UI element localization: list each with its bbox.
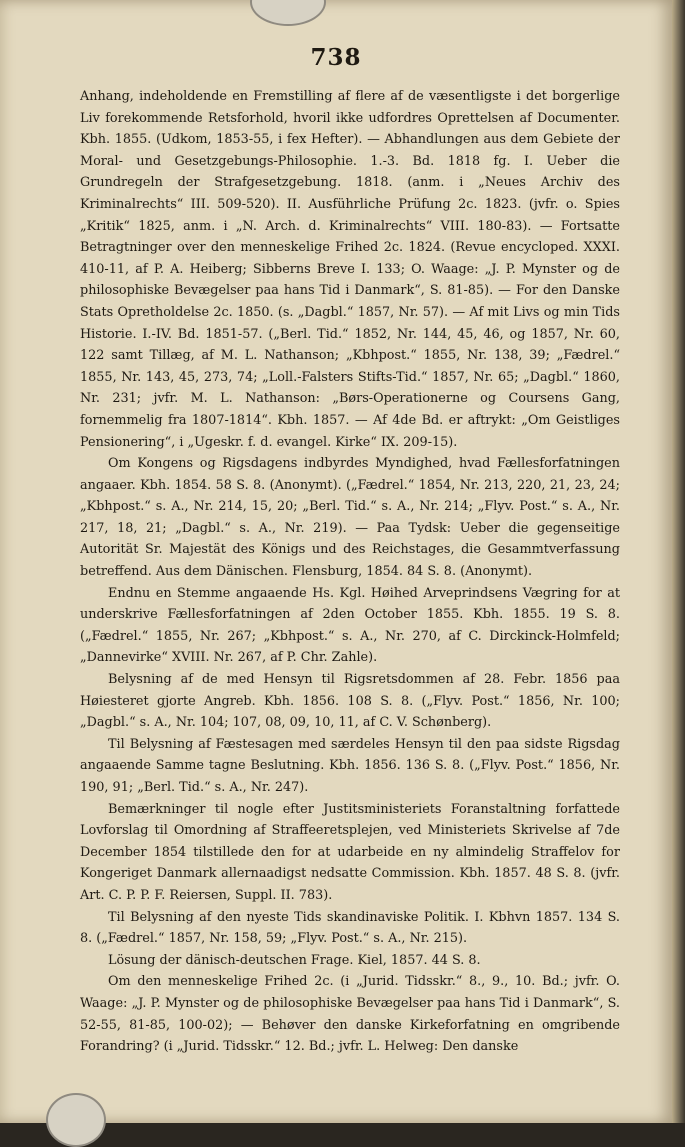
- page-hole-top: [250, 0, 326, 26]
- body-text: [80, 86, 620, 1058]
- paragraph: Endnu en Stemme angaaende Hs. Kgl. Høihed Arveprindsens Vægring for at underskrive Fællesforfatningen af 2den October 1855. Kbh. 1855. 19 S. 8. („Fædrel.“ 1855, Nr. 267; „Kbhpost.“ s. A., Nr. 270, af C. Dirckinck-Holmfeld; „Dannevirke“ XVIII. Nr. 267, af P. Chr. Zahle).: [80, 585, 620, 666]
- paragraph: Belysning af de med Hensyn til Rigsretsdommen af 28. Febr. 1856 paa Høiesteret gjorte Angreb. Kbh. 1856. 108 S. 8. („Flyv. Post.“ 1856, Nr. 100; „Dagbl.“ s. A., Nr. 104; 107, 08, 09, 10, 11, af C. V. Schønberg).: [80, 672, 620, 731]
- paragraph: Til Belysning af den nyeste Tids skandinaviske Politik. I. Kbhvn 1857. 134 S. 8. („Fædrel.“ 1857, Nr. 158, 59; „Flyv. Post.“ s. A., Nr. 215).: [80, 909, 620, 947]
- paragraph: Til Belysning af Fæstesagen med særdeles Hensyn til den paa sidste Rigsdag angaaende Samme tagne Beslutning. Kbh. 1856. 136 S. 8. („Flyv. Post.“ 1856, Nr. 190, 91; „Berl. Tid.“ s. A., Nr. 247).: [80, 736, 620, 795]
- paragraph: Om Kongens og Rigsdagens indbyrdes Myndighed, hvad Fællesforfatningen angaaer. Kbh. 1854. 58 S. 8. (Anonymt). („Fædrel.“ 1854, Nr. 213, 220, 21, 23, 24; „Kbhpost.“ s. A., Nr. 214, 15, 20; „Berl. Tid.“ s. A., Nr. 214; „Flyv. Post.“ s. A., Nr. 217, 18, 21; „Dagbl.“ s. A., Nr. 219). — Paa Tydsk: Ueber die gegenseitige Autorität Sr. Majestät des Königs und des Reichstages, die Gesammtverfassung betreffend. Aus dem Dänischen. Flensburg, 1854. 84 S. 8. (Anonymt).: [80, 456, 620, 580]
- page-hole-bottom: [46, 1093, 106, 1147]
- paragraph: Bemærkninger til nogle efter Justitsministeriets Foranstaltning forfattede Lovforslag til Omordning af Straffeeretsplejen, ved Ministeriets Skrivelse af 7de December 1854 tilstillede den for at udarbeide en ny almindelig Straffelov for Kongeriget Danmark allernaadigst nedsatte Commission. Kbh. 1857. 48 S. 8. (jvfr. Art. C. P. P. F. Reiersen, Suppl. II. 783).: [80, 801, 620, 903]
- page-number: 738: [310, 44, 362, 71]
- book-edge: [672, 0, 685, 1123]
- paragraph: Lösung der dänisch-deutschen Frage. Kiel, 1857. 44 S. 8.: [108, 952, 481, 968]
- paragraph: Anhang, indeholdende en Fremstilling af flere af de væsentligste i det borgerlige Liv forekommende Retsforhold, hvoril ikke udfordres Oprettelsen af Documenter. Kbh. 1855. (Udkom, 1853-55, i fex Hefter). — Abhandlungen aus dem Gebiete der Moral- und Gesetzgebungs-Philosophie. 1.-3. Bd. 1818 fg. I. Ueber die Grundregeln der Strafgesetzgebung. 1818. (anm. i „Neues Archiv des Kriminalrechts“ III. 509-520). II. Ausführliche Prüfung 2c. 1823. (jvfr. o. Spies „Kritik“ 1825, anm. i „N. Arch. d. Kriminalrechts“ VIII. 180-83). — Fortsatte Betragtninger over den menneskelige Frihed 2c. 1824. (Revue encycloped. XXXI. 410-11, af P. A. Heiberg; Sibberns Breve I. 133; O. Waage: „J. P. Mynster og de philosophiske Bevægelser paa hans Tid i Danmark“, S. 81-85). — For den Danske Stats Opretholdelse 2c. 1850. (s. „Dagbl.“ 1857, Nr. 57). — Af mit Livs og min Tids Historie. I.-IV. Bd. 1851-57. („Berl. Tid.“ 1852, Nr. 144, 45, 46, og 1857, Nr. 60, 122 samt Tillæg, af M. L. Nathanson; „Kbhpost.“ 1855, Nr. 138, 39; „Fædrel.“ 1855, Nr. 143, 45, 273, 74; „Loll.-Falsters Stifts-Tid.“ 1857, Nr. 65; „Dagbl.“ 1860, Nr. 231; jvfr. M. L. Nathanson: „Børs-Operationerne og Coursens Gang, fornemmelig fra 1807-1814“. Kbh. 1857. — Af 4de Bd. er aftrykt: „Om Geistliges Pensionering“, i „Ugeskr. f. d. evangel. Kirke“ IX. 209-15).: [80, 89, 620, 450]
- paragraph: Om den menneskelige Frihed 2c. (i „Jurid. Tidsskr.“ 8., 9., 10. Bd.; jvfr. O. Waage: „J. P. Mynster og de philosophiske Bevægelser paa hans Tid i Danmark“, S. 52-55, 81-85, 100-02); — Behøver den danske Kirkeforfatning en omgribende Forandring? (i „Jurid. Tidsskr.“ 12. Bd.; jvfr. L. Helweg: Den danske: [80, 974, 620, 1055]
